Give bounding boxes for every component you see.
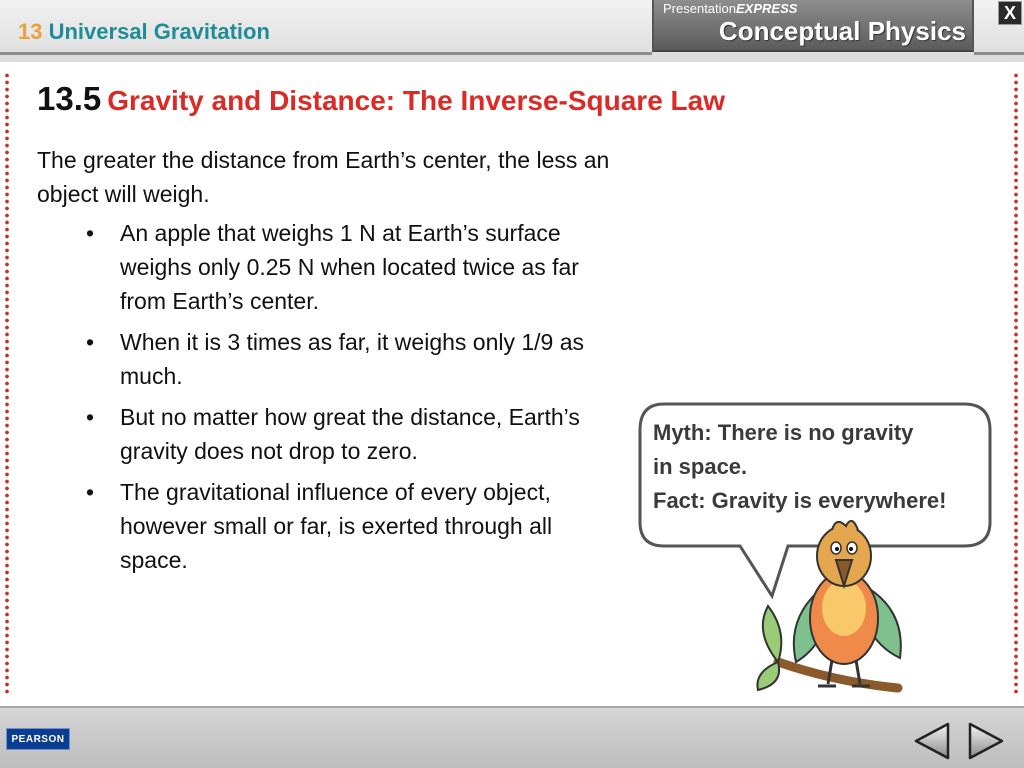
brand-title: Conceptual Physics <box>718 16 966 46</box>
header-bar <box>0 0 1024 62</box>
chapter-title <box>18 19 270 45</box>
myth-fact-callout <box>636 400 996 696</box>
myth-line-1: Myth: There is no gravity <box>653 420 914 445</box>
slide-title <box>37 80 725 118</box>
dotted-border-left <box>5 72 9 694</box>
triangle-left-icon <box>912 721 952 761</box>
bullet-item: • But no matter how great the distance, Earth’s gravity does not drop to zero. <box>86 400 626 468</box>
leaf-icon <box>763 606 781 662</box>
chapter-number: 13 <box>18 19 43 44</box>
bullet-item: • The gravitational influence of every object, however small or far, is exerted through all space. <box>86 475 626 577</box>
bullet-list <box>86 216 626 584</box>
bullet-dot: • <box>86 329 95 355</box>
next-slide-button[interactable] <box>966 721 1006 761</box>
bullet-dot: • <box>86 220 95 246</box>
footer-bar <box>0 706 1024 768</box>
brand-subtitle: PresentationEXPRESS <box>663 1 798 16</box>
section-title: Gravity and Distance: The Inverse-Square Law <box>107 85 725 116</box>
section-number: 13.5 <box>37 80 102 117</box>
bullet-item: • An apple that weighs 1 N at Earth’s surface weighs only 0.25 N when located twice as far from Earth’s center. <box>86 216 626 318</box>
bullet-dot: • <box>86 479 95 505</box>
close-button[interactable]: X <box>998 1 1022 25</box>
triangle-right-icon <box>966 721 1006 761</box>
pearson-logo: PEARSON <box>6 728 70 750</box>
myth-line-2: in space. <box>653 454 748 479</box>
branch <box>778 662 898 688</box>
fact-line: Fact: Gravity is everywhere! <box>653 488 947 513</box>
bullet-dot: • <box>86 404 95 430</box>
header-divider <box>0 52 652 55</box>
leaf-icon <box>757 662 779 690</box>
header-divider-right <box>974 52 1024 55</box>
chapter-name: Universal Gravitation <box>48 19 270 44</box>
brand-logo <box>652 0 974 52</box>
previous-slide-button[interactable] <box>912 721 952 761</box>
dotted-border-right <box>1014 72 1018 694</box>
bullet-item: • When it is 3 times as far, it weighs only 1/9 as much. <box>86 325 626 393</box>
speech-bubble-text <box>653 416 993 518</box>
intro-text: The greater the distance from Earth’s center, the less an object will weigh. <box>37 147 610 207</box>
